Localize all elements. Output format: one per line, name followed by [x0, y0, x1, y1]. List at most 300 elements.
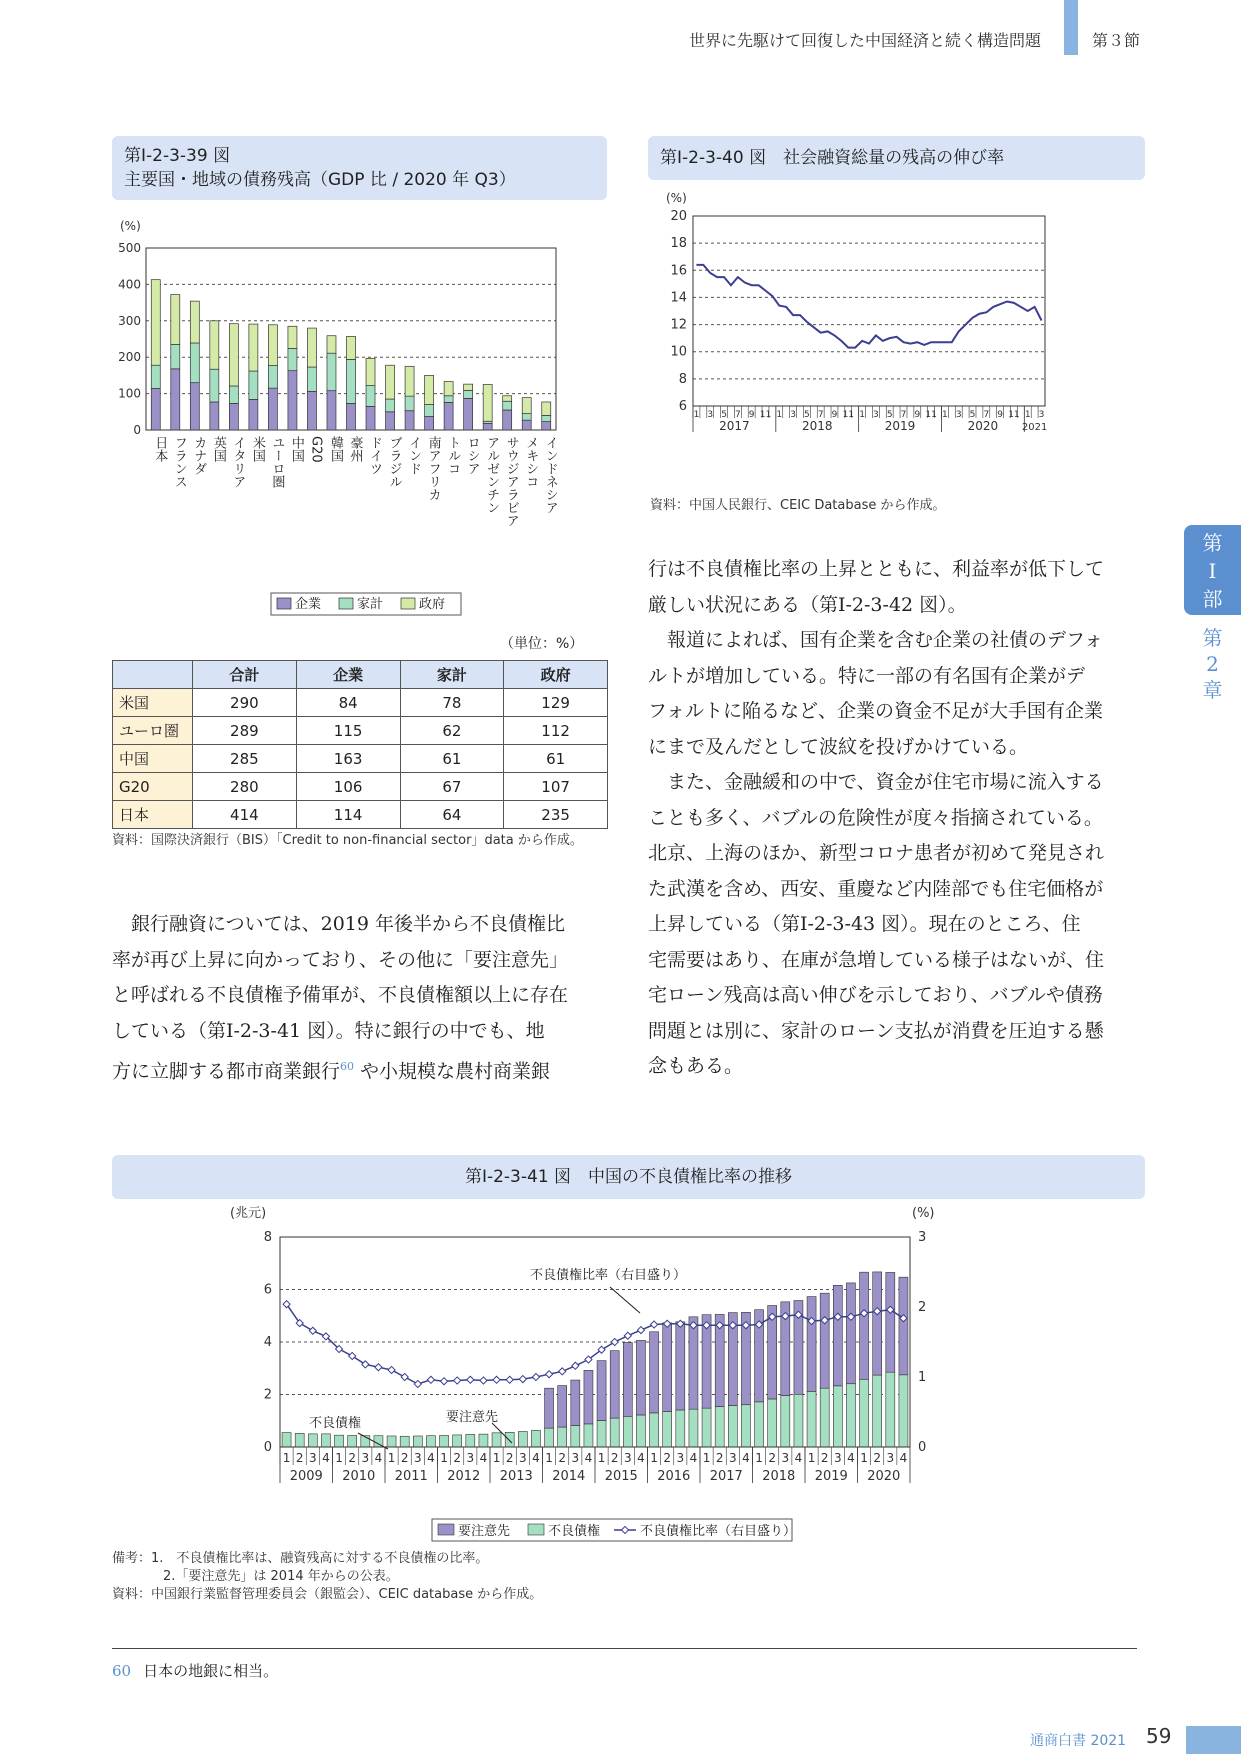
bar-家計 — [171, 344, 180, 368]
text-line: 上昇している（第Ⅰ-2-3-43 図）。現在のところ、住 — [648, 913, 1081, 935]
bar-企業 — [405, 411, 414, 430]
y-left-tick-label: 8 — [263, 1230, 272, 1245]
footnote-number: 60 — [112, 1662, 132, 1680]
x-quarter-label: 2 — [295, 1451, 304, 1465]
x-quarter-label: 3 — [518, 1451, 527, 1465]
x-quarter-label: 2 — [820, 1451, 829, 1465]
bar-企業 — [288, 371, 297, 430]
fig39-title-text: 主要国・地域の債務残高（GDP 比 / 2020 年 Q3） — [124, 170, 516, 190]
x-year-label: 2016 — [657, 1469, 691, 1484]
chapter-tab-char: 2 — [1206, 652, 1219, 676]
table-cell: 280 — [193, 773, 297, 801]
bar-special-mention — [899, 1277, 908, 1375]
x-month-label: 1 — [942, 410, 948, 420]
text-line: ことも多く、バブルの危険性が度々指摘されている。 — [648, 806, 1103, 829]
x-category-label: トルコ — [445, 436, 461, 475]
bar-npl — [321, 1434, 330, 1447]
x-category-label: カナダ — [191, 436, 207, 475]
x-year-label: 2019 — [814, 1469, 848, 1484]
x-month-label: 11 — [1008, 410, 1020, 420]
x-year-label: 2017 — [719, 419, 750, 433]
y-right-tick-label: 2 — [918, 1300, 927, 1315]
fig41-title: 第Ⅰ-2-3-41 図 中国の不良債権比率の推移 — [464, 1167, 793, 1187]
bar-家計 — [366, 386, 375, 407]
x-quarter-label: 1 — [492, 1451, 501, 1465]
bar-special-mention — [886, 1272, 895, 1372]
bar-npl — [781, 1396, 790, 1447]
npl-ratio-marker — [546, 1371, 553, 1378]
fig39-data-table — [112, 660, 608, 829]
bar-企業 — [249, 399, 258, 430]
part-tab — [1184, 525, 1241, 615]
legend-label: 政府 — [419, 597, 446, 612]
text-line: 率が再び上昇に向かっており、その他に「要注意先」 — [112, 948, 569, 971]
y-tick-label: 500 — [118, 241, 141, 255]
x-month-label: 1 — [693, 410, 700, 420]
x-quarter-label: 2 — [663, 1451, 672, 1465]
legend — [432, 1519, 796, 1541]
bar-家計 — [307, 367, 316, 391]
legend-label: 要注意先 — [458, 1524, 511, 1539]
y-tick-label: 0 — [133, 423, 141, 437]
bar-企業 — [307, 391, 316, 430]
npl-ratio-marker — [388, 1366, 395, 1373]
bar-npl — [282, 1433, 291, 1447]
fig41-chart — [230, 1205, 1030, 1545]
x-month-label: 11 — [759, 410, 772, 420]
y-tick-label: 14 — [670, 290, 687, 306]
legend-label: 不良債権比率（右目盛り） — [640, 1524, 797, 1539]
legend-swatch — [339, 598, 353, 609]
bar-家計 — [542, 415, 551, 421]
x-category-label: インドネシア — [542, 436, 558, 514]
bar-npl — [610, 1418, 619, 1447]
x-category-label: G20 — [308, 436, 324, 463]
x-category-label: アルゼンチン — [484, 436, 500, 514]
bar-政府 — [249, 324, 258, 371]
x-category-label: 豪州 — [347, 436, 363, 462]
bar-npl — [689, 1409, 698, 1447]
bar-政府 — [542, 402, 551, 415]
x-quarter-label: 3 — [571, 1451, 580, 1465]
y-tick-label: 400 — [118, 277, 141, 292]
x-quarter-label: 2 — [715, 1451, 724, 1465]
bar-政府 — [327, 336, 336, 353]
bar-家計 — [249, 371, 258, 399]
y-right-tick-label: 0 — [918, 1440, 927, 1455]
x-quarter-label: 2 — [453, 1451, 462, 1465]
bar-special-mention — [597, 1361, 606, 1421]
text-line — [112, 1049, 612, 1090]
x-quarter-label: 3 — [676, 1451, 685, 1465]
bar-政府 — [151, 280, 160, 366]
npl-ratio-marker — [414, 1380, 421, 1387]
bar-npl — [794, 1394, 803, 1447]
table-cell: 290 — [193, 689, 297, 717]
part-tab-char: Ⅰ — [1208, 559, 1217, 583]
x-month-label: 1 — [1024, 410, 1031, 420]
x-category-label: フランス — [171, 436, 187, 488]
text-line: 銀行融資については、2019 年後半から不良債権比 — [112, 913, 566, 935]
fig41-source: 資料：中国銀行業監督管理委員会（銀監会）、CEIC database から作成。 — [112, 1587, 543, 1602]
text-line: している（第Ⅰ-2-3-41 図）。特に銀行の中でも、地 — [112, 1019, 545, 1042]
bar-家計 — [425, 405, 434, 417]
bar-special-mention — [807, 1297, 816, 1392]
bar-npl — [400, 1436, 409, 1447]
bar-政府 — [522, 398, 531, 414]
bar-special-mention — [846, 1283, 855, 1384]
body-text-left — [112, 907, 612, 1090]
y-tick-label: 16 — [670, 263, 687, 279]
x-quarter-label: 3 — [781, 1451, 790, 1465]
bar-企業 — [366, 406, 375, 430]
bar-npl — [505, 1432, 514, 1447]
page-number: 59 — [1146, 1724, 1172, 1748]
bar-家計 — [405, 396, 414, 411]
y-tick-label: 6 — [678, 399, 687, 414]
bar-npl — [899, 1375, 908, 1447]
bar-special-mention — [873, 1272, 882, 1375]
bar-npl — [873, 1375, 882, 1447]
bar-政府 — [210, 321, 219, 369]
x-quarter-label: 1 — [597, 1451, 606, 1465]
bar-npl — [807, 1391, 816, 1447]
table-row — [113, 773, 608, 801]
bar-npl — [768, 1399, 777, 1447]
bar-npl — [413, 1436, 422, 1447]
table-cell: 107 — [504, 773, 608, 801]
bar-special-mention — [636, 1340, 645, 1415]
bar-special-mention — [676, 1322, 685, 1410]
bar-企業 — [483, 423, 492, 430]
y-left-unit-label: (兆元) — [230, 1206, 267, 1221]
x-quarter-label: 1 — [807, 1451, 816, 1465]
x-month-label: 5 — [969, 410, 976, 420]
npl-ratio-marker — [441, 1378, 448, 1385]
x-year-label: 2019 — [884, 419, 916, 433]
annotation-arrow — [610, 1287, 640, 1313]
table-cell: 62 — [400, 717, 504, 745]
bar-npl — [597, 1420, 606, 1447]
annotation-npl: 不良債権 — [308, 1416, 362, 1431]
bar-政府 — [268, 325, 277, 366]
y-tick-label: 18 — [670, 236, 687, 252]
fig39-title-number: 第Ⅰ-2-3-39 図 — [124, 146, 231, 166]
table-cell: 84 — [296, 689, 400, 717]
npl-ratio-marker — [309, 1327, 316, 1334]
chapter-tab — [1184, 625, 1241, 703]
npl-ratio-marker — [362, 1361, 369, 1368]
x-quarter-label: 2 — [400, 1451, 409, 1465]
npl-ratio-marker — [349, 1352, 356, 1359]
x-year-label: 2018 — [801, 419, 833, 433]
bar-政府 — [503, 396, 512, 401]
npl-ratio-marker — [651, 1321, 658, 1328]
bar-special-mention — [650, 1332, 659, 1413]
x-quarter-label: 2 — [558, 1451, 567, 1465]
bar-家計 — [210, 369, 219, 402]
footer-book: 通商白書 2021 — [1030, 1733, 1127, 1749]
x-quarter-label: 4 — [847, 1451, 855, 1465]
bar-npl — [571, 1425, 580, 1447]
text-line: フォルトに陥るなど、企業の資金不足が大手国有企業 — [648, 700, 1104, 722]
fig40-chart — [648, 190, 1148, 495]
legend-swatch — [528, 1524, 544, 1535]
x-category-label: サウジアラビア — [503, 436, 519, 527]
y-tick-label: 20 — [670, 209, 687, 224]
bar-企業 — [347, 403, 356, 430]
text-line: た武漢を含め、西安、重慶など内陸部でも住宅価格が — [648, 877, 1104, 900]
npl-ratio-marker — [624, 1332, 631, 1339]
table-cell: 163 — [296, 745, 400, 773]
bar-npl — [860, 1379, 869, 1447]
bar-政府 — [386, 365, 395, 399]
x-category-label: 英国 — [210, 436, 226, 462]
x-month-label: 1 — [859, 410, 865, 420]
bar-政府 — [425, 375, 434, 404]
fig41-title-box — [112, 1155, 1145, 1199]
bar-企業 — [522, 420, 531, 430]
bar-npl — [426, 1436, 435, 1447]
x-category-label: ブラジル — [386, 436, 402, 488]
x-quarter-label: 3 — [623, 1451, 632, 1465]
y-right-tick-label: 3 — [918, 1230, 927, 1245]
table-header-row — [113, 661, 608, 689]
table-row-header: 日本 — [113, 801, 193, 829]
header-accent-bar — [1064, 0, 1078, 55]
x-year-label: 2013 — [499, 1469, 533, 1484]
x-quarter-label: 4 — [322, 1451, 330, 1465]
bar-npl — [650, 1413, 659, 1447]
y-right-tick-label: 1 — [918, 1370, 927, 1385]
table-cell: 285 — [193, 745, 297, 773]
y-tick-label: 12 — [670, 317, 687, 333]
bar-special-mention — [663, 1323, 672, 1412]
bar-政府 — [405, 366, 414, 396]
x-quarter-label: 2 — [610, 1451, 619, 1465]
bar-npl — [492, 1433, 501, 1447]
bar-政府 — [307, 328, 316, 367]
chapter-tab-char: 第 — [1202, 626, 1223, 650]
bar-家計 — [190, 343, 199, 383]
x-year-label: 2020 — [967, 419, 999, 433]
footnote — [112, 1660, 278, 1681]
x-quarter-label: 4 — [584, 1451, 593, 1465]
table-cell: 235 — [504, 801, 608, 829]
x-month-label: 9 — [997, 410, 1004, 420]
x-quarter-label: 1 — [650, 1451, 658, 1465]
bar-企業 — [444, 402, 453, 430]
y-left-tick-label: 4 — [263, 1335, 272, 1350]
annotation-special-mention: 要注意先 — [445, 1410, 499, 1425]
x-quarter-label: 2 — [768, 1451, 777, 1465]
bar-家計 — [229, 386, 238, 403]
npl-ratio-marker — [519, 1376, 526, 1383]
x-quarter-label: 3 — [833, 1451, 842, 1465]
x-quarter-label: 1 — [282, 1451, 291, 1465]
x-month-label: 3 — [707, 410, 714, 420]
x-quarter-label: 3 — [308, 1451, 317, 1465]
x-quarter-label: 4 — [532, 1451, 540, 1465]
x-category-label: インド — [406, 436, 422, 475]
bar-special-mention — [689, 1317, 698, 1409]
fig40-title-box — [648, 136, 1145, 180]
x-quarter-label: 4 — [374, 1451, 383, 1465]
x-quarter-label: 3 — [361, 1451, 370, 1465]
x-month-label: 3 — [1038, 410, 1045, 420]
x-category-label: 米国 — [249, 436, 265, 462]
fig41-note-1: 備考：1. 不良債権比率は、融資残高に対する不良債権の比率。 — [112, 1551, 489, 1566]
text-line: ルトが増加している。特に一部の有名国有企業がデ — [648, 664, 1086, 687]
part-tab-char: 部 — [1202, 587, 1223, 611]
x-month-label: 11 — [925, 410, 937, 420]
bar-npl — [584, 1424, 593, 1447]
bar-家計 — [464, 390, 473, 398]
bar-家計 — [151, 365, 160, 388]
npl-ratio-marker — [532, 1373, 539, 1380]
growth-rate-line — [696, 265, 1041, 348]
bar-npl — [558, 1427, 567, 1447]
x-month-label: 7 — [817, 410, 824, 420]
x-category-label: 中国 — [288, 436, 304, 462]
x-category-label: イタリア — [230, 436, 246, 488]
x-year-label: 2015 — [604, 1469, 638, 1484]
bar-special-mention — [860, 1272, 869, 1379]
table-cell: 112 — [504, 717, 608, 745]
bar-企業 — [464, 398, 473, 430]
legend-label: 企業 — [295, 597, 322, 612]
bar-企業 — [386, 412, 395, 430]
x-quarter-label: 3 — [728, 1451, 737, 1465]
x-year-label: 2014 — [552, 1469, 586, 1484]
table-row — [113, 717, 608, 745]
table-cell: 289 — [193, 717, 297, 745]
y-tick-label: 100 — [118, 386, 141, 401]
bar-政府 — [171, 295, 180, 345]
x-quarter-label: 1 — [387, 1451, 396, 1465]
text-line: 厳しい状況にある（第Ⅰ-2-3-42 図）。 — [648, 593, 967, 616]
x-year-label: 2012 — [447, 1469, 481, 1484]
x-month-label: 7 — [900, 410, 907, 420]
table-header-cell: 合計 — [193, 661, 297, 689]
fig39-unit-note: （単位：%） — [500, 636, 584, 652]
y-left-tick-label: 2 — [263, 1387, 272, 1403]
x-quarter-label: 4 — [689, 1451, 698, 1465]
text-fragment: や小規模な農村商業銀 — [354, 1060, 551, 1083]
npl-ratio-marker — [559, 1368, 566, 1375]
footer-accent-bar — [1186, 1726, 1241, 1754]
x-year-label: 2021 — [1021, 422, 1048, 433]
table-row-header: 米国 — [113, 689, 193, 717]
bar-家計 — [347, 359, 356, 403]
table-row-header: ユーロ圏 — [113, 717, 193, 745]
bar-npl — [833, 1386, 842, 1447]
bar-家計 — [522, 414, 531, 421]
x-month-label: 5 — [721, 410, 727, 420]
table-cell: 114 — [296, 801, 400, 829]
fig40-title: 第Ⅰ-2-3-40 図 社会融資総量の残高の伸び率 — [660, 148, 1005, 168]
bar-npl — [387, 1436, 396, 1447]
x-month-label: 9 — [748, 410, 755, 420]
table-row — [113, 689, 608, 717]
x-month-label: 5 — [886, 410, 893, 420]
table-header-cell: 企業 — [296, 661, 400, 689]
bar-家計 — [288, 348, 297, 370]
x-quarter-label: 4 — [637, 1451, 645, 1465]
bar-special-mention — [820, 1293, 829, 1388]
npl-ratio-marker — [467, 1376, 474, 1383]
x-year-label: 2017 — [709, 1469, 743, 1484]
text-line: 問題とは別に、家計のローン支払が消費を圧迫する懸 — [648, 1019, 1104, 1042]
x-month-label: 3 — [790, 410, 796, 420]
bar-npl — [676, 1410, 685, 1447]
fig39-source: 資料：国際決済銀行（BIS）「Credit to non-financial sector」data から作成。 — [112, 833, 583, 848]
fig39-chart — [112, 218, 612, 638]
table-header-cell — [113, 661, 193, 689]
bar-企業 — [425, 417, 434, 430]
legend — [271, 593, 461, 615]
bar-政府 — [229, 324, 238, 386]
bar-special-mention — [558, 1386, 567, 1427]
x-category-label: ドイツ — [367, 436, 383, 475]
x-year-label: 2009 — [289, 1469, 323, 1484]
footnote-ref[interactable]: 60 — [340, 1060, 355, 1073]
npl-ratio-marker — [611, 1338, 618, 1345]
x-month-label: 11 — [842, 410, 855, 420]
npl-ratio-marker — [493, 1376, 500, 1383]
npl-ratio-marker — [572, 1362, 579, 1369]
text-line: 宅需要はあり、在庫が急増している様子はないが、住 — [648, 948, 1105, 971]
legend-label: 家計 — [357, 597, 384, 612]
y-right-unit-label: (%) — [912, 1206, 935, 1221]
legend-swatch — [438, 1524, 454, 1535]
bar-政府 — [288, 326, 297, 348]
fig40-source: 資料：中国人民銀行、CEIC Database から作成。 — [650, 498, 946, 513]
table-cell: 106 — [296, 773, 400, 801]
table-cell: 414 — [193, 801, 297, 829]
table-row — [113, 801, 608, 829]
bar-家計 — [386, 399, 395, 412]
text-line: と呼ばれる不良債権予備軍が、不良債権額以上に存在 — [112, 984, 569, 1006]
bar-家計 — [327, 353, 336, 390]
x-month-label: 7 — [983, 410, 990, 420]
y-left-tick-label: 6 — [263, 1282, 272, 1298]
bar-npl — [846, 1384, 855, 1447]
bar-npl — [886, 1372, 895, 1447]
x-month-label: 3 — [873, 410, 879, 420]
bar-企業 — [151, 389, 160, 430]
fig39-title-box — [112, 136, 607, 200]
part-tab-char: 第 — [1202, 531, 1223, 555]
x-year-label: 2010 — [342, 1469, 376, 1484]
footnote-text: 日本の地銀に相当。 — [143, 1662, 279, 1680]
bar-npl — [755, 1402, 764, 1447]
x-month-label: 3 — [955, 410, 962, 420]
x-category-label: メキシコ — [523, 436, 539, 488]
text-line: 北京、上海のほか、新型コロナ患者が初めて発見され — [648, 842, 1105, 864]
bar-npl — [479, 1434, 488, 1447]
npl-ratio-marker — [637, 1327, 644, 1334]
x-month-label: 9 — [914, 410, 921, 420]
x-year-label: 2018 — [762, 1469, 796, 1484]
running-header-section: 第３節 — [1092, 31, 1141, 50]
bar-npl — [466, 1434, 475, 1447]
bar-企業 — [210, 402, 219, 430]
bar-special-mention — [584, 1370, 593, 1424]
y-unit-label: (%) — [666, 191, 687, 205]
x-category-label: 日本 — [152, 436, 168, 462]
bar-家計 — [268, 366, 277, 389]
